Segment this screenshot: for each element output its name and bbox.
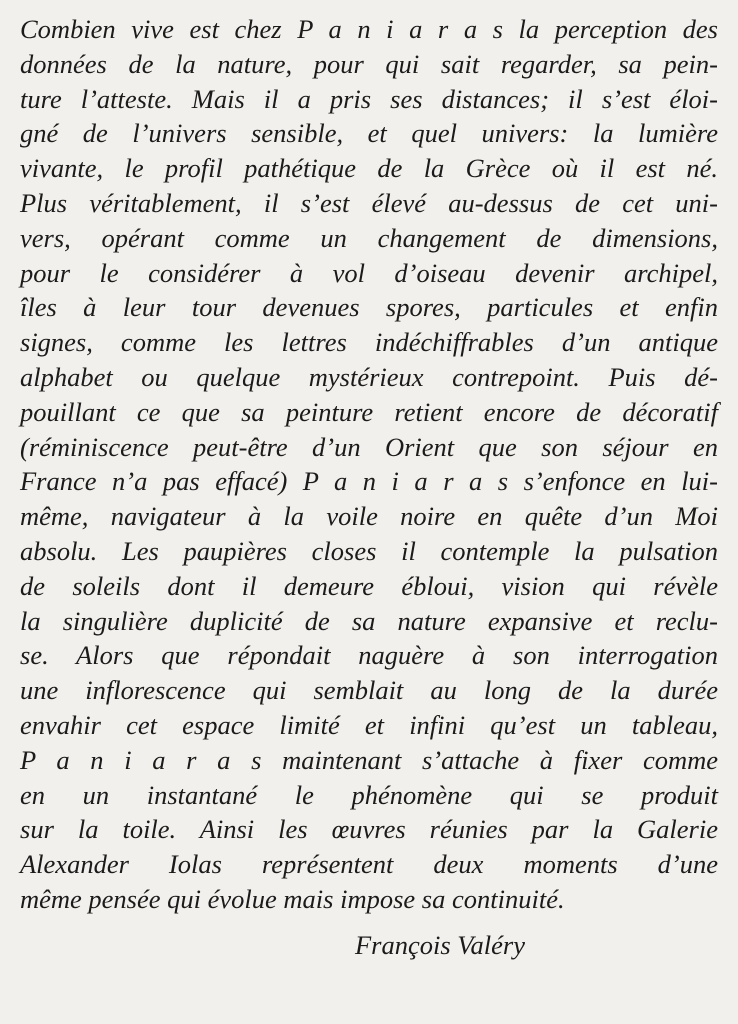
text-line: Plus véritablement, il s’est élevé au-dessus de cet uni- bbox=[20, 187, 718, 218]
text-line: absolu. Les paupières closes il contemple la pulsation bbox=[20, 535, 718, 566]
text-line: alphabet ou quelque mystérieux contrepoint. Puis dé- bbox=[20, 361, 718, 392]
text-line: ture l’atteste. Mais il a pris ses distances; il s’est éloi- bbox=[20, 83, 718, 114]
text-line: de soleils dont il demeure ébloui, vision qui révèle bbox=[20, 570, 718, 601]
text-line: même, navigateur à la voile noire en quête d’un Moi bbox=[20, 501, 718, 532]
text-line: vers, opérant comme un changement de dimensions, bbox=[20, 222, 718, 253]
text-line: données de la nature, pour qui sait regarder, sa pein- bbox=[20, 48, 718, 79]
text-line: Alexander Iolas représentent deux moments d’une bbox=[20, 849, 718, 880]
author-signature: François Valéry bbox=[355, 930, 526, 960]
text-line: même pensée qui évolue mais impose sa continuité. bbox=[20, 883, 565, 914]
text-line: P a n i a r a s maintenant s’attache à fixer comme bbox=[20, 744, 718, 775]
text-line: îles à leur tour devenues spores, particules et enfin bbox=[20, 292, 718, 323]
text-line: Combien vive est chez P a n i a r a s la perception des bbox=[20, 14, 718, 44]
text-line: une inflorescence qui semblait au long de la durée bbox=[20, 675, 718, 706]
text-line: pouillant ce que sa peinture retient encore de décoratif bbox=[20, 396, 718, 427]
text-line: pour le considérer à vol d’oiseau devenir archipel, bbox=[20, 257, 718, 288]
text-line: gné de l’univers sensible, et quel univers: la lumière bbox=[20, 118, 718, 149]
text-line: se. Alors que répondait naguère à son interrogation bbox=[20, 640, 718, 671]
text-line: envahir cet espace limité et infini qu’est un tableau, bbox=[20, 709, 718, 740]
essay-text bbox=[20, 12, 718, 917]
text-line: signes, comme les lettres indéchiffrables d’un antique bbox=[20, 327, 718, 358]
text-line: la singulière duplicité de sa nature expansive et reclu- bbox=[20, 605, 718, 636]
text-line: France n’a pas effacé) P a n i a r a s s’enfonce en lui- bbox=[20, 466, 718, 497]
text-line: sur la toile. Ainsi les œuvres réunies par la Galerie bbox=[20, 814, 718, 845]
text-line: vivante, le profil pathétique de la Grèce où il est né. bbox=[20, 153, 718, 184]
text-line: en un instantané le phénomène qui se produit bbox=[20, 779, 718, 810]
text-line: (réminiscence peut-être d’un Orient que son séjour en bbox=[20, 431, 718, 462]
